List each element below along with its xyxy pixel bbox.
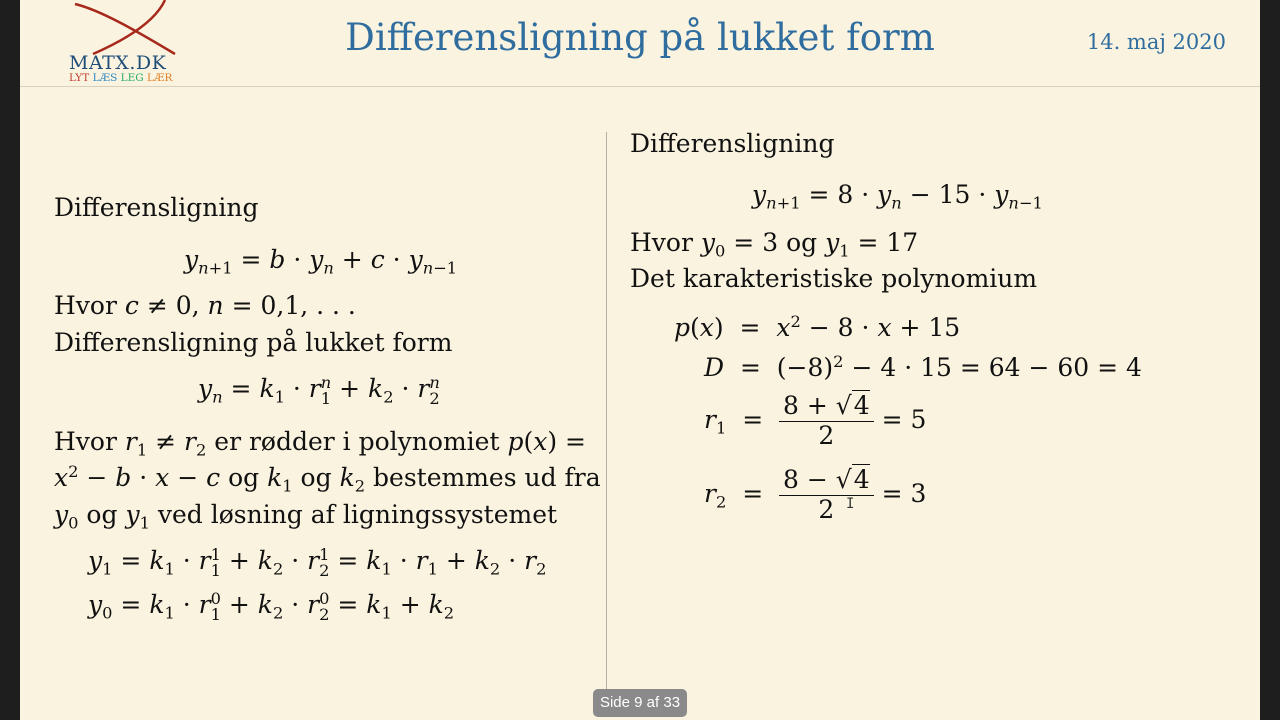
left-para-system: ved løsning af ligningssystemet bbox=[157, 500, 558, 529]
right-root1-eq: $r_1$ = $\frac{8 + √4}{2}$ = 5 bbox=[704, 391, 927, 450]
root2-fraction: $\frac{8 - √4}{2}$ bbox=[779, 466, 874, 525]
left-para-roots: er rødder i polynomiet bbox=[214, 427, 500, 456]
left-system-eq1: $y_1 = k_1 \cdot r$ 1 1 + $k_2 \cdot r$ 1 2 = $k_1 \cdot r_1 + k_2 \cdot r_2$ bbox=[88, 545, 547, 580]
right-root2-eq: $r_2$ = $\frac{8 - √4}{2}$ = 3 bbox=[704, 465, 927, 524]
left-para-og2: og bbox=[300, 463, 332, 492]
left-heading: Differensligning bbox=[54, 193, 259, 222]
left-closed-heading: Differensligning på lukket form bbox=[54, 328, 453, 357]
logo-word-4: LÆR bbox=[147, 72, 173, 84]
right-og: og bbox=[786, 228, 818, 257]
left-system-eq2: $y_0 = k_1 \cdot r$ 0 1 + $k_2 \cdot r$ 0 2 = $k_1 + k_2$ bbox=[88, 589, 455, 624]
slide-date: 14. maj 2020 bbox=[1086, 30, 1226, 54]
logo-word-3: LEG bbox=[120, 72, 144, 84]
left-para-og1: og bbox=[228, 463, 260, 492]
right-hvor: Hvor bbox=[630, 228, 693, 257]
right-equation: $y_{n+1} = 8 \cdot y_n - 15 \cdot y_{n-1}$ bbox=[752, 180, 1043, 213]
slide-title: Differensligning på lukket form bbox=[345, 16, 935, 59]
logo-title: MATX.DK bbox=[69, 52, 167, 74]
right-poly-eq: $p(x) = x^2 - 8 \cdot x + 15$ bbox=[674, 312, 961, 342]
left-para-determined: bestemmes ud fra bbox=[373, 463, 601, 492]
page-indicator[interactable]: Side 9 af 33 bbox=[593, 689, 687, 717]
right-discriminant-eq: $D = (-8)^2 - 4 \cdot 15 = 64 - 60 = 4$ bbox=[704, 352, 1142, 382]
text-cursor-icon: I bbox=[846, 496, 855, 512]
left-para-line3: $y_0$ og $y_1$ ved løsning af ligningssystemet bbox=[54, 500, 558, 533]
right-heading: Differensligning bbox=[630, 129, 835, 158]
left-para-og3: og bbox=[86, 500, 118, 529]
left-condition: Hvor c ≠ 0, n = 0,1, . . . bbox=[54, 291, 356, 320]
logo-word-2: LÆS bbox=[92, 72, 118, 84]
left-equation-general: $y_{n+1} = b \cdot y_n + c \cdot y_{n-1}$ bbox=[184, 245, 458, 278]
slide bbox=[20, 0, 1260, 720]
root1-fraction: $\frac{8 + √4}{2}$ bbox=[779, 392, 874, 451]
left-equation-closed: $y_n = k_1 \cdot r$ n 1 + $k_2 \cdot r$ n 2 bbox=[198, 373, 440, 408]
right-initial-values: Hvor $y_0 = 3$ og $y_1 = 17$ bbox=[630, 228, 919, 261]
left-condition-text: Hvor bbox=[54, 291, 117, 320]
header-divider bbox=[20, 86, 1260, 87]
logo-word-1: LYT bbox=[69, 72, 90, 84]
logo-tagline bbox=[69, 72, 172, 84]
right-char-poly-heading: Det karakteristiske polynomium bbox=[630, 264, 1038, 293]
left-para-line2: $x^2 - b \cdot x - c$ og $k_1$ og $k_2$ bestemmes ud fra bbox=[54, 462, 601, 496]
column-divider bbox=[606, 132, 607, 692]
left-para-hvor: Hvor bbox=[54, 427, 117, 456]
left-para-line1: Hvor $r_1 \ne r_2$ er rødder i polynomiet p(x) = bbox=[54, 427, 586, 460]
